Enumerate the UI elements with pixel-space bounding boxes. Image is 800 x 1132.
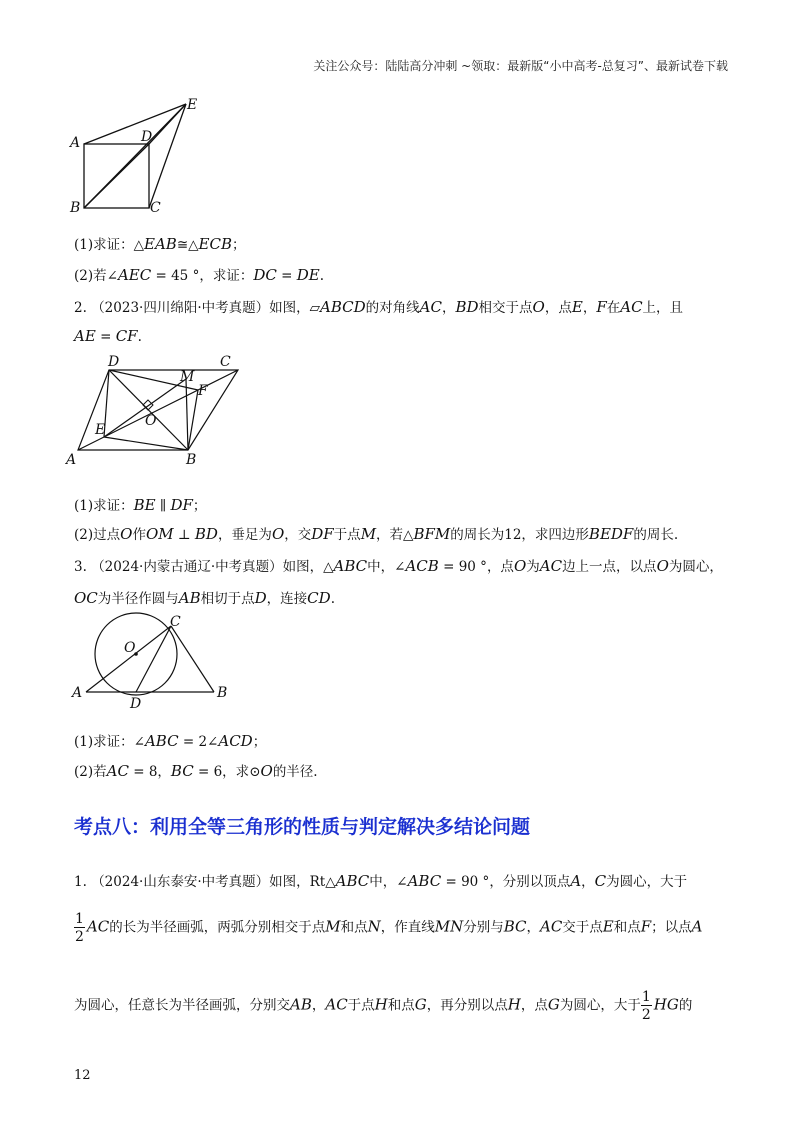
label-O: O xyxy=(145,413,157,429)
p4-line3: 为圆心，任意长为半径画弧，分别交AB，AC于点H和点G，再分别以点H，点G为圆心，大于 $\frac{1}{2}$ HG的 xyxy=(74,989,693,1023)
p1-question1: (1)求证：△EAB≅△ECB； xyxy=(74,235,246,253)
label-E: E xyxy=(95,422,106,438)
fraction-half: $\frac{1}{2}$ xyxy=(75,911,84,945)
p4-line2: $\frac{1}{2}$ AC的长为半径画弧，两弧分别相交于点M和点N，作直线MN分别与BC，AC交于点E和点F；以点A xyxy=(75,911,703,945)
p2-condition: AE = CF. xyxy=(74,327,142,345)
label-E: E xyxy=(187,97,198,113)
p3-continuation: OC为半径作圆与AB相切于点D，连接CD. xyxy=(74,589,335,607)
label-A: A xyxy=(66,452,77,468)
label-A: A xyxy=(70,135,81,151)
p2-intro: 2. （2023·四川绵阳·中考真题）如图，▱ABCD的对角线AC，BD相交于点O，点E，F在AC上，且 xyxy=(74,298,684,316)
label-O: O xyxy=(124,640,136,656)
p1-question2: (2)若∠AEC = 45 °，求证：DC = DE. xyxy=(74,266,325,284)
label-C: C xyxy=(220,354,231,370)
figure-parallelogram xyxy=(64,350,254,468)
label-F: F xyxy=(198,383,208,399)
p3-intro: 3. （2024·内蒙古通辽·中考真题）如图，△ABC中，∠ACB = 90 °，点O为AC边上一点，以点O为圆心， xyxy=(74,557,723,575)
label-D: D xyxy=(141,129,153,145)
p4-line1: 1. （2024·山东泰安·中考真题）如图，Rt△ABC中，∠ABC = 90 °，分别以顶点A，C为圆心，大于 xyxy=(74,872,688,890)
label-D: D xyxy=(130,696,142,712)
page-number: 12 xyxy=(74,1068,91,1083)
label-B: B xyxy=(70,200,81,216)
p2-question1: (1)求证：BE ∥ DF； xyxy=(74,496,207,514)
p2-question2: (2)过点O作OM ⊥ BD，垂足为O，交DF于点M，若△BFM的周长为12，求四边形BEDF的周长. xyxy=(74,525,679,543)
label-A: A xyxy=(72,685,83,701)
label-D: D xyxy=(108,354,120,370)
page-header: 关注公众号：陆陆高分冲刺 ~领取：最新版“小中高考-总复习”、最新试卷下载 xyxy=(313,59,728,73)
label-C: C xyxy=(150,200,161,216)
p3-question1: (1)求证：∠ABC = 2∠ACD； xyxy=(74,732,267,750)
figure-square-triangle xyxy=(64,95,204,217)
label-B: B xyxy=(186,452,197,468)
label-M: M xyxy=(180,369,195,385)
figure-circle-tangent xyxy=(64,612,244,712)
fraction-half: $\frac{1}{2}$ xyxy=(641,989,651,1023)
section-title: 考点八：利用全等三角形的性质与判定解决多结论问题 xyxy=(74,816,531,838)
label-B: B xyxy=(217,685,228,701)
p3-question2: (2)若AC = 8，BC = 6，求⊙O的半径. xyxy=(74,762,318,780)
label-C: C xyxy=(170,614,181,630)
